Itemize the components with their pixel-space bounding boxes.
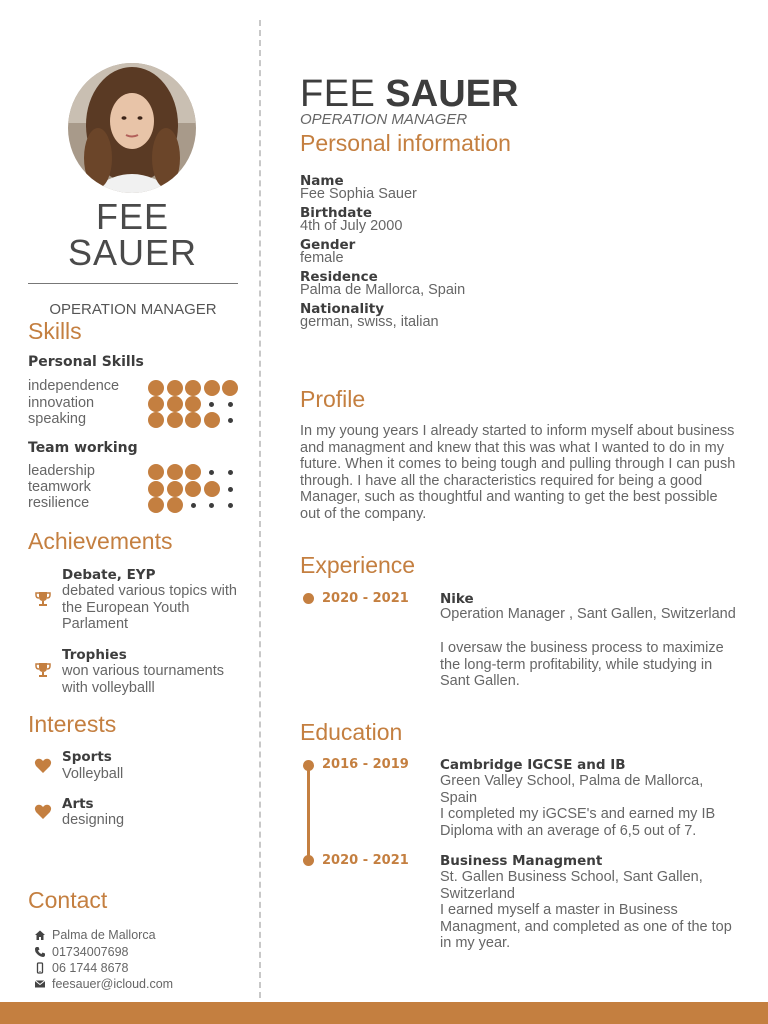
- timeline-dot: [303, 593, 314, 604]
- experience-date: 2020 - 2021: [322, 591, 409, 606]
- field-value: german, swiss, italian: [300, 314, 439, 330]
- timeline-dot: [303, 760, 314, 771]
- rating-dot-filled: [204, 481, 220, 497]
- interest-title: Arts: [62, 796, 94, 812]
- education-title: Business Managment: [440, 853, 603, 869]
- rating-dot-filled: [148, 464, 164, 480]
- rating-dot-filled: [167, 412, 183, 428]
- achievement-text: debated various topics with the European Youth Parlament: [62, 583, 237, 632]
- profile-text: In my young years I already started to inform myself about business and managment and knew that this was what I wanted to do in my future. When it comes to being tough and pulling through I can push through. I have all the characteristics required for being a good Manager, such as thoughtful and wanting to get the best possible out of the company.: [300, 423, 736, 522]
- skill-label: resilience: [28, 495, 90, 511]
- rating-dot-filled: [167, 380, 183, 396]
- trophy-icon: [34, 590, 52, 608]
- skill-rating: [148, 396, 238, 412]
- interests-heading: Interests: [28, 711, 117, 737]
- header-name: [300, 73, 518, 116]
- heart-icon: [34, 757, 52, 775]
- field-value: Palma de Mallorca, Spain: [300, 282, 466, 298]
- achievements-heading: Achievements: [28, 528, 173, 554]
- rating-dot-filled: [204, 380, 220, 396]
- mobile-icon: [34, 962, 46, 974]
- skill-label: innovation: [28, 395, 95, 411]
- skill-group-title: Team working: [28, 440, 138, 456]
- rating-dot-filled: [167, 464, 183, 480]
- skill-label: speaking: [28, 411, 87, 427]
- header-last-name: SAUER: [385, 73, 519, 115]
- rating-dot-empty: [228, 402, 233, 407]
- skill-rating: [148, 464, 238, 480]
- footer-bar: [0, 1002, 768, 1024]
- sidebar-first-name: FEE: [95, 196, 169, 237]
- rating-dot-filled: [148, 396, 164, 412]
- rating-dot-filled: [148, 497, 164, 513]
- field-label: Gender: [300, 237, 356, 253]
- sidebar-role: OPERATION MANAGER: [49, 301, 217, 318]
- skill-rating: [148, 412, 238, 428]
- achievement-title: Trophies: [62, 647, 127, 663]
- skills-heading: Skills: [28, 318, 82, 344]
- education-place: Green Valley School, Palma de Mallorca, Spain: [440, 773, 704, 806]
- skill-rating: [148, 497, 238, 513]
- rating-dot-empty: [228, 418, 233, 423]
- rating-dot-empty: [228, 470, 233, 475]
- timeline-line: [307, 765, 310, 860]
- achievement-title: Debate, EYP: [62, 567, 156, 583]
- rating-dot-filled: [148, 481, 164, 497]
- interest-text: Volleyball: [62, 766, 124, 782]
- rating-dot-filled: [185, 464, 201, 480]
- interest-title: Sports: [62, 749, 112, 765]
- profile-heading: Profile: [300, 386, 366, 412]
- skill-label: leadership: [28, 463, 95, 479]
- experience-heading: Experience: [300, 552, 416, 578]
- rating-dot-filled: [204, 412, 220, 428]
- experience-place: Operation Manager , Sant Gallen, Switzerland: [440, 606, 736, 622]
- contact-address-text: Palma de Mallorca: [52, 928, 156, 942]
- field-label: Birthdate: [300, 205, 373, 221]
- rating-dot-empty: [191, 503, 196, 508]
- experience-text: I oversaw the business process to maximize the long-term profitability, while studying in Sant Gallen.: [440, 640, 724, 689]
- rating-dot-filled: [185, 380, 201, 396]
- personal-info-heading: Personal information: [300, 130, 511, 156]
- sidebar-last-name: SAUER: [67, 232, 198, 273]
- field-value: Fee Sophia Sauer: [300, 186, 417, 202]
- education-place: St. Gallen Business School, Sant Gallen, Switzerland: [440, 869, 703, 902]
- sidebar-name-rule: [28, 283, 238, 284]
- rating-dot-filled: [167, 396, 183, 412]
- mail-icon: [34, 978, 46, 990]
- education-text: I earned myself a master in Business Managment, and completed as one of the top in my year.: [440, 902, 732, 951]
- field-value: female: [300, 250, 344, 266]
- achievement-text: won various tournaments with volleyballl: [62, 663, 224, 696]
- rating-dot-filled: [185, 396, 201, 412]
- skill-label: teamwork: [28, 479, 91, 495]
- column-divider: [259, 20, 261, 998]
- contact-mobile-text: 06 1744 8678: [52, 961, 129, 975]
- contact-heading: Contact: [28, 887, 108, 913]
- header-role: OPERATION MANAGER: [300, 111, 468, 128]
- rating-dot-empty: [228, 503, 233, 508]
- rating-dot-empty: [228, 487, 233, 492]
- field-label: Residence: [300, 269, 378, 285]
- field-label: Name: [300, 173, 344, 189]
- skill-rating: [148, 380, 238, 396]
- skill-rating: [148, 481, 238, 497]
- rating-dot-filled: [185, 481, 201, 497]
- contact-phone-text: 01734007698: [52, 945, 129, 959]
- experience-title: Nike: [440, 591, 474, 607]
- contact-email-text: feesauer@icloud.com: [52, 977, 174, 991]
- heart-icon: [34, 803, 52, 821]
- rating-dot-empty: [209, 470, 214, 475]
- interest-text: designing: [62, 812, 125, 828]
- education-date: 2016 - 2019: [322, 757, 409, 772]
- rating-dot-empty: [209, 402, 214, 407]
- education-heading: Education: [300, 719, 403, 745]
- skill-group-title: Personal Skills: [28, 354, 144, 370]
- skill-label: independence: [28, 378, 120, 394]
- rating-dot-filled: [167, 497, 183, 513]
- field-value: 4th of July 2000: [300, 218, 403, 234]
- rating-dot-filled: [167, 481, 183, 497]
- education-date: 2020 - 2021: [322, 853, 409, 868]
- profile-photo: [68, 63, 196, 193]
- rating-dot-filled: [185, 412, 201, 428]
- rating-dot-filled: [148, 412, 164, 428]
- field-label: Nationality: [300, 301, 384, 317]
- education-text: I completed my iGCSE's and earned my IB Diploma with an average of 6,5 out of 7.: [440, 806, 716, 839]
- phone-icon: [34, 946, 46, 958]
- rating-dot-empty: [209, 503, 214, 508]
- trophy-icon: [34, 661, 52, 679]
- rating-dot-filled: [148, 380, 164, 396]
- timeline-dot: [303, 855, 314, 866]
- education-title: Cambridge IGCSE and IB: [440, 757, 626, 773]
- rating-dot-filled: [222, 380, 238, 396]
- home-icon: [34, 929, 46, 941]
- header-first-name: FEE: [300, 73, 376, 115]
